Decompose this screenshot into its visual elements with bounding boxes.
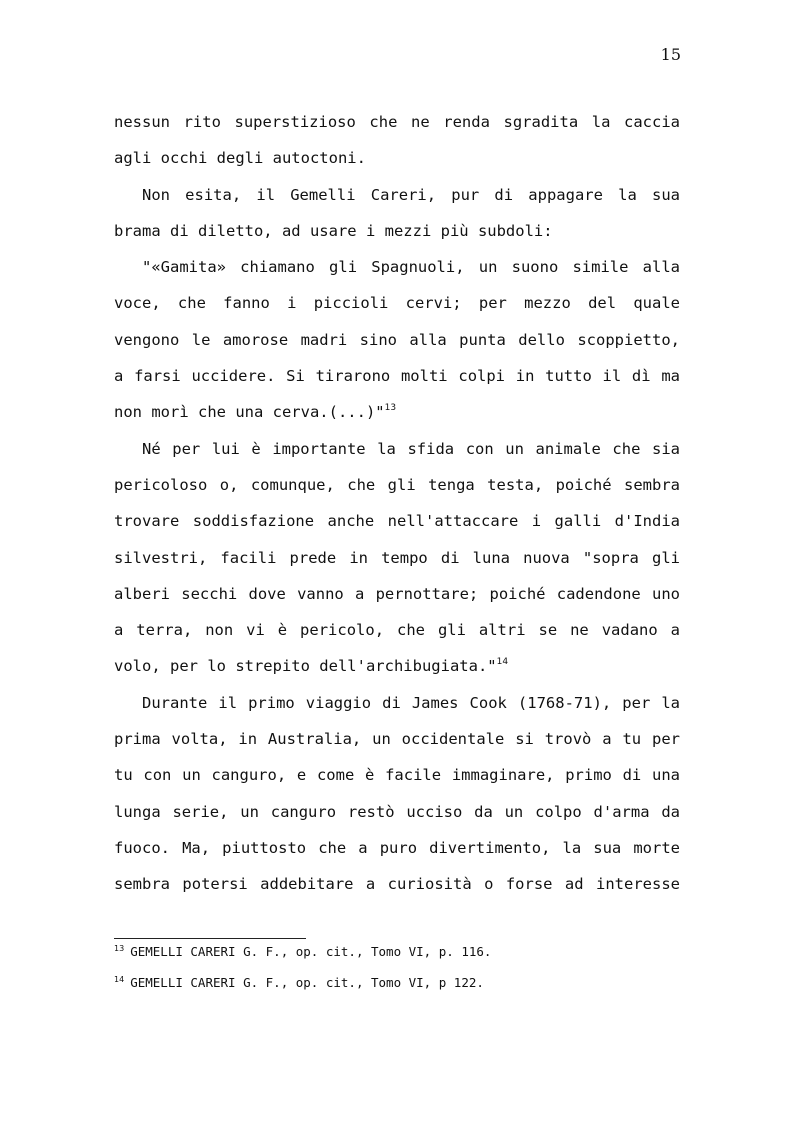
paragraph	[114, 104, 680, 177]
text-line-content: non morì che una cerva.(...)"	[114, 403, 385, 422]
text-line: brama di diletto, ad usare i mezzi più subdoli:	[114, 221, 553, 240]
quotation-paragraph	[114, 249, 680, 430]
text-line: silvestri, facili prede in tempo di luna nuova "sopra gli	[114, 548, 680, 567]
body-text	[114, 104, 680, 903]
text-line: a farsi uccidere. Si tirarono molti colpi in tutto il dì ma	[114, 367, 680, 386]
paragraph	[114, 177, 680, 250]
text-line: alberi secchi dove vanno a pernottare; poiché cadendone uno	[114, 584, 680, 603]
text-line: "«Gamita» chiamano gli Spagnuoli, un suono simile alla	[142, 258, 680, 277]
paragraph	[114, 431, 680, 685]
footnote-ref: 14	[496, 657, 509, 668]
footnote-text: GEMELLI CARERI G. F., op. cit., Tomo VI, p. 116.	[130, 944, 492, 959]
text-line: a terra, non vi è pericolo, che gli altri se ne vadano a	[114, 621, 680, 640]
text-line: voce, che fanno i piccioli cervi; per mezzo del quale	[114, 294, 680, 313]
text-line	[114, 394, 680, 430]
footnote	[114, 975, 680, 991]
text-line: Durante il primo viaggio di James Cook (1768-71), per la	[142, 693, 680, 712]
footnote-text: GEMELLI CARERI G. F., op. cit., Tomo VI, p 122.	[130, 975, 484, 990]
footnote-ref: 13	[384, 403, 397, 414]
footnote-number: 14	[114, 975, 125, 984]
text-line: fuoco. Ma, piuttosto che a puro divertimento, la sua morte	[114, 838, 680, 857]
text-line: Né per lui è importante la sfida con un animale che sia	[142, 439, 680, 458]
text-line	[114, 648, 680, 684]
text-line: vengono le amorose madri sino alla punta dello scoppietto,	[114, 330, 680, 349]
text-line: nessun rito superstizioso che ne renda sgradita la caccia	[114, 113, 680, 131]
footnote-separator	[114, 938, 306, 939]
footnote	[114, 944, 680, 960]
text-line-content: volo, per lo strepito dell'archibugiata."	[114, 657, 497, 676]
text-line: trovare soddisfazione anche nell'attaccare i galli d'India	[114, 512, 680, 531]
text-line: agli occhi degli autoctoni.	[114, 149, 366, 168]
paragraph	[114, 685, 680, 903]
text-line: Non esita, il Gemelli Careri, pur di appagare la sua	[142, 185, 680, 204]
text-line: pericoloso o, comunque, che gli tenga testa, poiché sembra	[114, 475, 680, 494]
footnotes	[114, 944, 680, 1006]
text-line: sembra potersi addebitare a curiosità o forse ad interesse	[114, 875, 680, 894]
text-line: tu con un canguro, e come è facile immaginare, primo di una	[114, 766, 680, 785]
text-line: lunga serie, un canguro restò ucciso da un colpo d'arma da	[114, 802, 680, 821]
text-line: prima volta, in Australia, un occidentale si trovò a tu per	[114, 730, 680, 749]
footnote-number: 13	[114, 944, 125, 953]
page-number: 15	[660, 45, 681, 64]
